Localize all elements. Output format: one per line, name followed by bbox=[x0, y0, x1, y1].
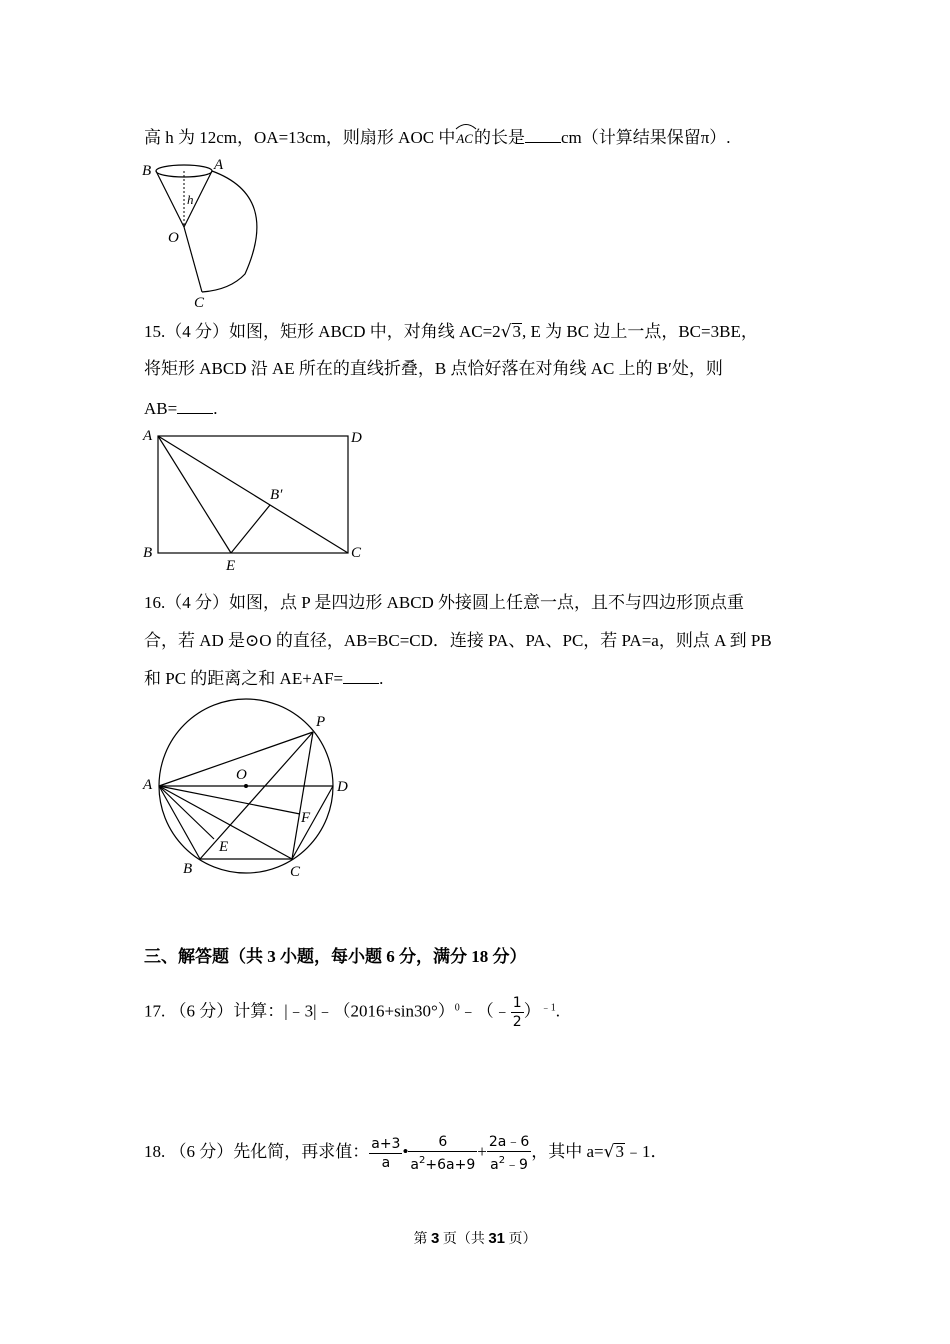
q18-fraction-3 bbox=[487, 1133, 531, 1174]
q18-prefix: 18. （6 分）先化简，再求值： bbox=[144, 1142, 370, 1161]
label-h: h bbox=[187, 192, 194, 207]
label-d: D bbox=[337, 779, 348, 795]
label-a: A bbox=[143, 428, 153, 444]
q18-f2-den bbox=[408, 1152, 477, 1174]
footer-pre: 第 bbox=[413, 1232, 428, 1247]
circle-quadrilateral-diagram bbox=[140, 703, 370, 883]
q16-figure bbox=[140, 703, 370, 883]
center-point-o bbox=[244, 784, 248, 788]
q17-frac-den: 2 bbox=[512, 1014, 522, 1030]
perpendicular-ae bbox=[159, 786, 214, 839]
label-b: B bbox=[143, 545, 153, 561]
arc-label: AC bbox=[456, 131, 473, 146]
footer-mid: 页（共 bbox=[442, 1232, 485, 1247]
label-b-prime: B′ bbox=[270, 487, 283, 503]
segment-eb-prime bbox=[231, 505, 270, 553]
q15-text-d: . bbox=[213, 399, 218, 418]
q15-text-line2: 将矩形 ABCD 沿 AE 所在的直线折叠，B 点恰好落在对角线 AC 上的 B′处，则 bbox=[144, 359, 723, 378]
q18-f2-den-exp: 2 bbox=[419, 1154, 426, 1166]
q18-end: ﹣1． bbox=[624, 1142, 668, 1161]
q15-sqrt: √3 bbox=[500, 322, 522, 342]
q18-plus: + bbox=[477, 1142, 487, 1161]
q17-close: ） bbox=[523, 1001, 541, 1021]
cone-side-left bbox=[156, 171, 184, 227]
q18-sqrt: √3 bbox=[603, 1142, 624, 1162]
q17-mid: ﹣（﹣ bbox=[459, 1001, 511, 1021]
label-a: A bbox=[214, 157, 224, 173]
footer-post: 页） bbox=[508, 1232, 537, 1247]
q17-expression bbox=[144, 994, 560, 1031]
q18-f3-num: 2a﹣6 bbox=[488, 1133, 530, 1150]
label-a: A bbox=[143, 777, 153, 793]
q17-prefix: 17. （6 分）计算：|﹣3|﹣（2016+sin30°） bbox=[144, 1001, 455, 1021]
q15-answer-blank[interactable] bbox=[177, 397, 213, 414]
q18-fraction-1 bbox=[369, 1135, 402, 1172]
q15-sqrt-value: 3 bbox=[512, 322, 522, 341]
q16-answer-blank[interactable] bbox=[343, 667, 379, 684]
q14-text-line1 bbox=[144, 126, 731, 150]
q15-text-a: 15.（4 分）如图，矩形 ABCD 中，对角线 AC=2 bbox=[144, 322, 501, 341]
q16-text-b: . bbox=[379, 669, 384, 688]
label-e: E bbox=[226, 558, 236, 574]
q17-frac-num: 1 bbox=[512, 995, 522, 1011]
q18-f2-den-b: +6a+9 bbox=[425, 1156, 476, 1173]
sector-radius-oc bbox=[184, 227, 202, 292]
label-o: O bbox=[236, 767, 247, 783]
q18-sqrt-value: 3 bbox=[615, 1142, 624, 1161]
arc-ac bbox=[455, 128, 474, 150]
q18-expression bbox=[144, 1132, 667, 1174]
label-b: B bbox=[183, 861, 193, 877]
q18-f2-num: 6 bbox=[408, 1133, 477, 1152]
label-c: C bbox=[351, 545, 362, 561]
label-d: D bbox=[351, 430, 362, 446]
q17-exponent-zero: 0 bbox=[454, 1002, 460, 1014]
label-f: F bbox=[301, 810, 311, 826]
q14-text-b: 的长是 bbox=[473, 128, 525, 147]
label-p: P bbox=[316, 714, 326, 730]
q14-text-a: 高 h 为 12cm，OA=13cm，则扇形 AOC 中 bbox=[144, 128, 456, 147]
q15-figure bbox=[140, 426, 370, 576]
page-footer bbox=[0, 1229, 950, 1250]
q18-f1-den: a bbox=[381, 1154, 391, 1171]
q18-f3-den bbox=[487, 1152, 531, 1174]
arc-mark-icon bbox=[455, 122, 477, 130]
q17-fraction bbox=[511, 994, 524, 1031]
cone-sector-diagram bbox=[140, 156, 270, 311]
footer-page-number: 3 bbox=[430, 1230, 440, 1247]
q18-mid: ，其中 a= bbox=[531, 1142, 604, 1161]
label-o: O bbox=[168, 230, 179, 246]
q18-f3-den-b: ﹣9 bbox=[505, 1156, 528, 1173]
footer-total-pages: 31 bbox=[488, 1230, 506, 1247]
fold-line-ae bbox=[158, 436, 231, 553]
label-e: E bbox=[219, 839, 229, 855]
label-c: C bbox=[290, 864, 301, 880]
section-3-title: 三、解答题（共 3 小题，每小题 6 分，满分 18 分） bbox=[144, 947, 527, 966]
q15-text-b: , E 为 BC 边上一点，BC=3BE， bbox=[522, 322, 758, 341]
q14-answer-blank[interactable] bbox=[525, 126, 561, 143]
q18-f3-den-exp: 2 bbox=[498, 1154, 506, 1166]
q18-fraction-2 bbox=[408, 1133, 477, 1174]
q15-text-c: AB= bbox=[144, 399, 178, 418]
q15-text-line1 bbox=[144, 321, 758, 343]
q18-dot: • bbox=[402, 1142, 409, 1161]
q18-f2-den-a: a bbox=[410, 1156, 420, 1173]
q18-f1-num: a+3 bbox=[371, 1135, 401, 1152]
q18-f3-den-a: a bbox=[490, 1156, 499, 1173]
q16-text-line3 bbox=[144, 667, 383, 690]
q16-text-line1: 16.（4 分）如图，点 P 是四边形 ABCD 外接圆上任意一点，且不与四边形顶点重 bbox=[144, 593, 745, 612]
q14-figure bbox=[140, 156, 270, 311]
q17-end: . bbox=[555, 1001, 560, 1021]
rectangle-fold-diagram bbox=[140, 426, 370, 576]
q15-text-line3 bbox=[144, 397, 217, 420]
perpendicular-af bbox=[159, 786, 300, 814]
sector-arc bbox=[202, 171, 257, 292]
q16-text-line2: 合，若 AD 是⊙O 的直径，AB=BC=CD．连接 PA、PA、PC，若 PA=a，则点 A 到 PB bbox=[144, 631, 772, 650]
label-b: B bbox=[142, 163, 152, 179]
label-c: C bbox=[194, 295, 205, 311]
q14-text-c: cm（计算结果保留π）. bbox=[560, 128, 731, 147]
q17-exponent-neg1: ﹣1 bbox=[540, 1002, 556, 1014]
diagonal-ac bbox=[158, 436, 348, 553]
q16-text-a: 和 PC 的距离之和 AE+AF= bbox=[144, 669, 344, 688]
